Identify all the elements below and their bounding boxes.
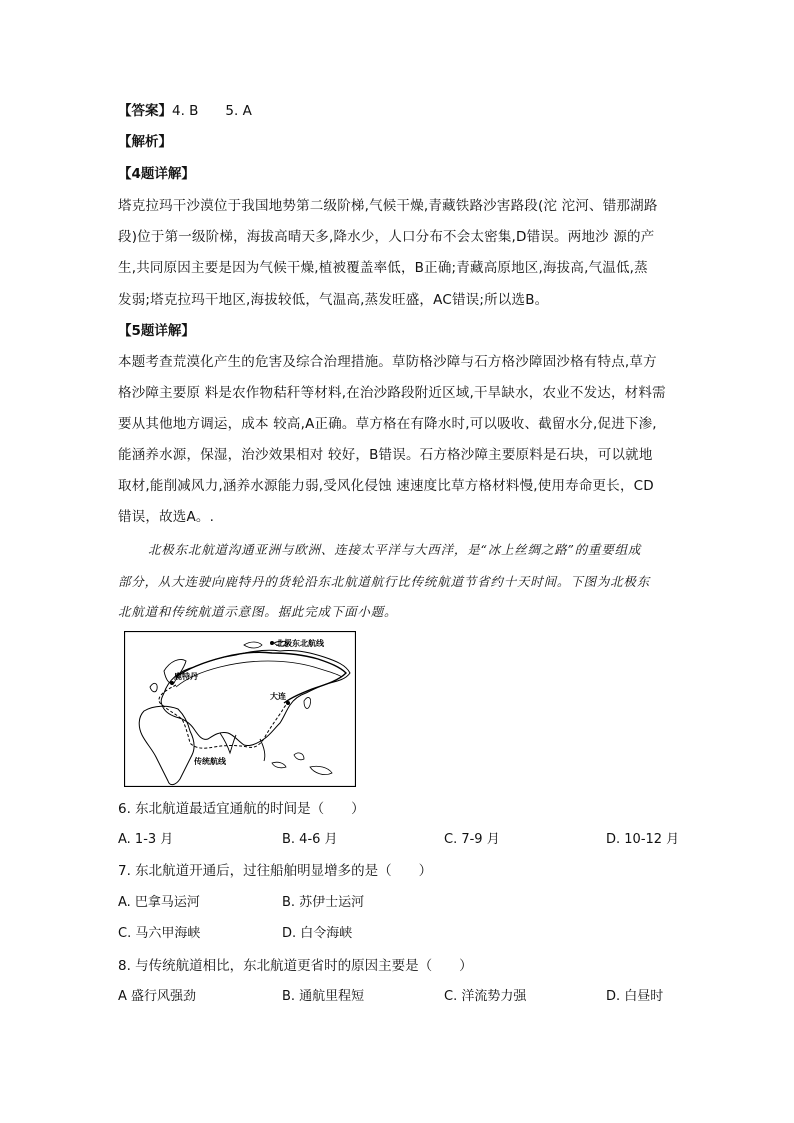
rotterdam-port-marker xyxy=(170,681,174,685)
q4-detail-label: 【4题详解】 xyxy=(118,166,195,182)
option-a[interactable]: A. 1-3 月 xyxy=(118,832,174,847)
answer-label: 【答案】 xyxy=(118,103,172,119)
q5-detail-line: 能涵养水源，保湿，治沙效果相对 较好，B错误。石方格沙障主要原料是石块，可以就地 xyxy=(118,447,653,463)
q4-detail-line: 发弱;塔克拉玛干地区,海拔较低，气温高,蒸发旺盛，AC错误;所以选B。 xyxy=(118,292,549,308)
option-b[interactable]: B. 4-6 月 xyxy=(282,832,338,847)
option-d[interactable]: D. 白令海峡 xyxy=(282,926,353,941)
question-stem: 6. 东北航道最适宜通航的时间是（ ） xyxy=(118,801,365,817)
dalian-port-marker xyxy=(286,701,290,705)
q5-detail-line: 错误，故选A。. xyxy=(118,509,215,525)
q4-detail-line: 塔克拉玛干沙漠位于我国地势第二级阶梯,气候干燥,青藏铁路沙害路段(沱 沱河、错那湖路 xyxy=(118,198,658,214)
traditional-route-label: 传统航线 xyxy=(194,757,226,766)
q5-detail-line: 本题考查荒漠化产生的危害及综合治理措施。草防格沙障与石方格沙障固沙格有特点,草方 xyxy=(118,354,657,370)
dalian-label: 大连 xyxy=(270,692,286,701)
arctic-route-legend-dot xyxy=(270,641,274,645)
q5-detail-line: 取材,能削减风力,涵养水源能力弱,受风化侵蚀 速速度比草方格材料慢,使用寿命更长，CD xyxy=(118,478,654,494)
q5-detail-label: 【5题详解】 xyxy=(118,323,195,339)
q5-detail-line: 格沙障主要原 料是农作物秸秆等材料,在治沙路段附近区域,干旱缺水，农业不发达，材料需 xyxy=(118,385,666,401)
answer-line xyxy=(118,102,252,120)
answer-text: 4. B 5. A xyxy=(172,103,252,119)
option-a[interactable]: A 盛行风强劲 xyxy=(118,989,197,1004)
intro-line: 部分，从大连驶向鹿特丹的货轮沿东北航道航行比传统航道节省约十天时间。下图为北极东 xyxy=(118,574,651,589)
intro-line: 北极东北航道沟通亚洲与欧洲、连接太平洋与大西洋，是“冰上丝绸之路”的重要组成 xyxy=(148,542,642,557)
intro-line: 北航道和传统航道示意图。据此完成下面小题。 xyxy=(118,604,398,619)
analysis-label: 【解析】 xyxy=(118,134,172,150)
option-c[interactable]: C. 洋流势力强 xyxy=(444,989,527,1004)
option-c[interactable]: C. 7-9 月 xyxy=(444,832,500,847)
arctic-route-label: 北极东北航线 xyxy=(276,639,324,648)
option-c[interactable]: C. 马六甲海峡 xyxy=(118,926,201,941)
rotterdam-label: 鹿特丹 xyxy=(174,672,198,681)
option-b[interactable]: B. 通航里程短 xyxy=(282,989,365,1004)
question-stem: 7. 东北航道开通后，过往船舶明显增多的是（ ） xyxy=(118,863,433,879)
route-map xyxy=(124,631,356,787)
option-d[interactable]: D. 白昼时 xyxy=(606,989,664,1004)
option-a[interactable]: A. 巴拿马运河 xyxy=(118,895,200,910)
option-b[interactable]: B. 苏伊士运河 xyxy=(282,895,365,910)
q4-detail-line: 生,共同原因主要是因为气候干燥,植被覆盖率低，B正确;青藏高原地区,海拔高,气温低,蒸 xyxy=(118,260,648,276)
option-d[interactable]: D. 10-12 月 xyxy=(606,832,680,847)
q4-detail-line: 段)位于第一级阶梯，海拔高晴天多,降水少，人口分布不会太密集,D错误。两地沙 源的产 xyxy=(118,229,655,245)
q5-detail-line: 要从其他地方调运，成本 较高,A正确。草方格在有降水时,可以吸收、截留水分,促进下渗, xyxy=(118,416,657,432)
question-stem: 8. 与传统航道相比，东北航道更省时的原因主要是（ ） xyxy=(118,958,473,974)
